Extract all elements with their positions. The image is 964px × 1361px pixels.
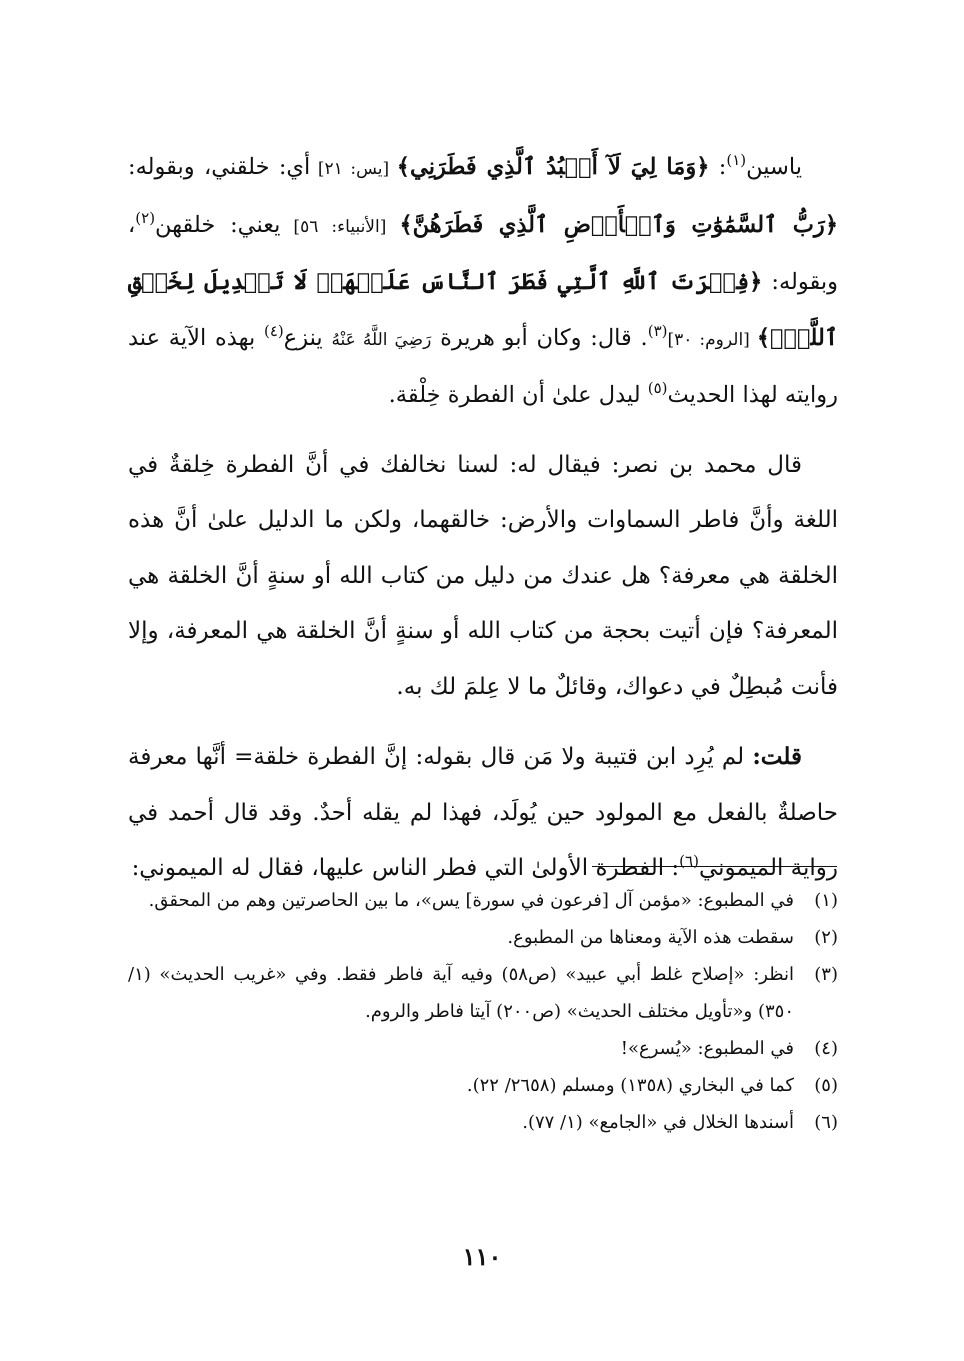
paragraph-3 — [128, 729, 838, 897]
reference: رَضِيَ اللَّهُ عَنْهُ — [331, 329, 432, 350]
quran-verse: رَبُّ ٱلسَّمَٰوَٰتِ وَٱلۡأَرۡضِ ٱلَّذِي فَطَرَهُنَّ — [412, 211, 825, 238]
footnote-text: في المطبوع: «يُسرع»! — [620, 1038, 794, 1059]
paragraph-2 — [128, 438, 838, 716]
footnote-3 — [128, 956, 838, 1030]
ornate-bracket: ﴿ — [696, 154, 710, 180]
text-run: يعني: خلقهن — [155, 211, 281, 238]
ornate-bracket: ﴾ — [399, 211, 413, 238]
footnote-number: (٤) — [814, 1038, 838, 1059]
lead-word: قلت: — [752, 743, 802, 770]
text-run: ينزع — [283, 324, 332, 351]
footnote-4 — [128, 1030, 838, 1067]
footnote-2 — [128, 919, 838, 956]
footnote-text: انظر: «إصلاح غلط أبي عبيد» (ص٥٨) وفيه آية فاطر فقط. وفي «غريب الحديث» (١/ ٣٥٠) و«تأويل مختلف الحديث» (ص٢٠٠) آيتا فاطر والروم. — [128, 964, 794, 1022]
footnotes — [128, 882, 838, 1141]
reference: [الأنبياء: ٥٦] — [280, 216, 400, 237]
ornate-bracket: ﴾ — [756, 324, 771, 351]
text-run: ياسين — [746, 154, 802, 180]
footnote-marker: (٣) — [647, 321, 668, 340]
text-run: . قال: وكان أبو هريرة — [431, 324, 648, 351]
footnote-marker: (٤) — [263, 321, 284, 340]
footnote-number: (٢) — [814, 927, 838, 948]
text-run: : الفطرة الأولىٰ التي فطر الناس عليها، فقال له الميموني: — [131, 855, 680, 881]
text-run: قال محمد بن نصر: فيقال له: لسنا نخالفك في أنَّ الفطرة خِلقةٌ في اللغة وأنَّ فاطر السماوات والأرض: خالقهما، ولكن ما الدليل علىٰ أنَّ هذه الخلقة هي معرفة؟ هل عندك من دليل من كتاب الله أو سنةٍ أنَّ الخلقة هي المعرفة؟ فإن أتيت بحجة من كتاب الله أو سنةٍ أنَّ الخلقة هي المعرفة، وإلا فأنت مُبطِلٌ في دعواك، وقائلٌ ما لا عِلمَ لك به. — [128, 451, 838, 700]
footnote-text: سقطت هذه الآية ومعناها من المطبوع. — [507, 927, 794, 948]
footnote-number: (٥) — [814, 1075, 838, 1096]
text-run: أي: خلقني، وبقوله: — [128, 154, 311, 180]
text-run: ليدل علىٰ أن الفطرة خِلْقة. — [388, 382, 648, 408]
footnote-separator — [592, 866, 837, 867]
reference: [يس: ٢١] — [310, 159, 397, 179]
footnote-marker: (٦) — [679, 852, 699, 870]
footnote-number: (٣) — [814, 964, 838, 985]
main-text — [128, 140, 838, 897]
footnote-5 — [128, 1067, 838, 1104]
footnote-marker: (١) — [726, 151, 747, 169]
footnote-marker: (٥) — [647, 379, 668, 397]
footnote-text: كما في البخاري (١٣٥٨) ومسلم (٢٦٥٨/ ٢٢). — [466, 1075, 794, 1096]
footnote-number: (٦) — [814, 1112, 838, 1133]
text-run: ، وبقوله: — [128, 211, 838, 295]
footnote-1 — [128, 882, 838, 919]
text-run: بهذه الآية عند روايته لهذا الحديث — [128, 324, 838, 408]
ornate-bracket: ﴿ — [824, 211, 838, 238]
footnote-text: أسندها الخلال في «الجامع» (١/ ٧٧). — [522, 1112, 794, 1133]
footnote-6 — [128, 1104, 838, 1141]
footnote-text: في المطبوع: «مؤمن آل [فرعون في سورة] يس»، ما بين الحاصرتين وهم من المحقق. — [148, 890, 794, 911]
ornate-bracket: ﴾ — [396, 154, 410, 180]
reference: [الروم: ٣٠] — [667, 329, 757, 350]
quran-verse: فِطۡرَتَ ٱللَّهِ ٱلَّتِي فَطَرَ ٱلنَّاسَ عَلَيۡهَاۚ لَا تَبۡدِيلَ لِخَلۡقِ ٱللَّهِۚ — [128, 269, 839, 351]
footnote-number: (١) — [814, 890, 838, 911]
text-run: : — [709, 154, 727, 180]
footnote-marker: (٢) — [135, 208, 156, 227]
text-run: لم يُرِد ابن قتيبة ولا مَن قال بقوله: إنَّ الفطرة خلقة= أنَّها معرفة حاصلةٌ بالفعل مع المولود حين يُولَد، فهذا لم يقله أحدٌ. وقد قال أحمد في رواية الميموني — [128, 744, 838, 881]
ornate-bracket: ﴿ — [749, 269, 763, 295]
paragraph-1 — [128, 140, 838, 424]
page-number: ١١٠ — [462, 1242, 502, 1271]
quran-verse: وَمَا لِيَ لَآ أَعۡبُدُ ٱلَّذِي فَطَرَنِي — [409, 154, 697, 180]
